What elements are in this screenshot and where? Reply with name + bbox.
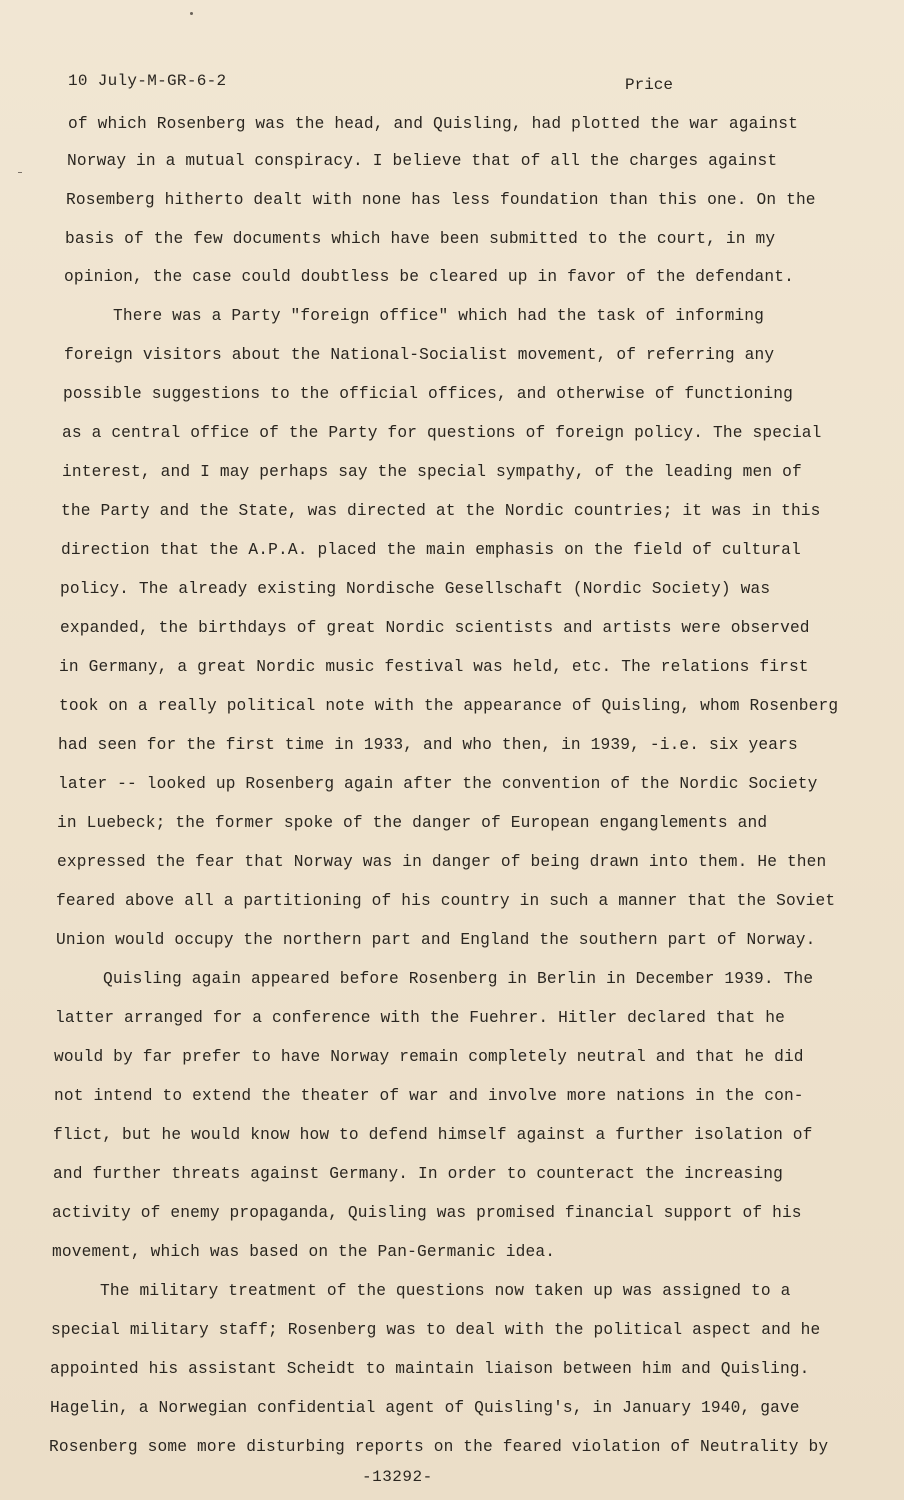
text-line: expanded, the birthdays of great Nordic scientists and artists were observed: [60, 619, 810, 637]
document-reference: 10 July-M-GR-6-2: [68, 72, 227, 90]
text-line: activity of enemy propaganda, Quisling was promised financial support of his: [52, 1204, 802, 1222]
text-line: latter arranged for a conference with the Fuehrer. Hitler declared that he: [55, 1009, 785, 1027]
text-line: Norway in a mutual conspiracy. I believe that of all the charges against: [67, 152, 778, 170]
text-line: policy. The already existing Nordische Gesellschaft (Nordic Society) was: [60, 580, 771, 598]
page-number: -13292-: [362, 1468, 433, 1486]
text-line: foreign visitors about the National-Socialist movement, of referring any: [64, 346, 775, 364]
text-line: later -- looked up Rosenberg again after the convention of the Nordic Society: [58, 775, 818, 793]
text-line: direction that the A.P.A. placed the main emphasis on the field of cultural: [61, 541, 801, 559]
text-line: movement, which was based on the Pan-Germanic idea.: [52, 1243, 556, 1261]
text-line: The military treatment of the questions now taken up was assigned to a: [100, 1282, 791, 1300]
text-line: the Party and the State, was directed at the Nordic countries; it was in this: [61, 502, 821, 520]
text-line: in Germany, a great Nordic music festival was held, etc. The relations first: [59, 658, 809, 676]
text-line: of which Rosenberg was the head, and Quisling, had plotted the war against: [68, 115, 798, 133]
text-line: flict, but he would know how to defend himself against a further isolation of: [53, 1126, 813, 1144]
speaker-name: Price: [625, 76, 674, 94]
text-line: in Luebeck; the former spoke of the danger of European enganglements and: [57, 814, 768, 832]
text-line: Rosenberg some more disturbing reports on the feared violation of Neutrality by: [49, 1438, 829, 1456]
text-line: There was a Party "foreign office" which had the task of informing: [113, 307, 765, 325]
text-line: had seen for the first time in 1933, and who then, in 1939, -i.e. six years: [58, 736, 798, 754]
text-line: interest, and I may perhaps say the special sympathy, of the leading men of: [62, 463, 802, 481]
text-line: appointed his assistant Scheidt to maintain liaison between him and Quisling.: [50, 1360, 810, 1378]
text-line: expressed the fear that Norway was in danger of being drawn into them. He then: [57, 853, 827, 871]
text-line: as a central office of the Party for questions of foreign policy. The special: [62, 424, 822, 442]
text-line: not intend to extend the theater of war and involve more nations in the con-: [54, 1087, 804, 1105]
text-line: Union would occupy the northern part and England the southern part of Norway.: [56, 931, 816, 949]
text-line: and further threats against Germany. In order to counteract the increasing: [53, 1165, 783, 1183]
text-line: special military staff; Rosenberg was to deal with the political aspect and he: [51, 1321, 821, 1339]
text-line: Rosemberg hitherto dealt with none has less foundation than this one. On the: [66, 191, 816, 209]
text-line: feared above all a partitioning of his country in such a manner that the Soviet: [56, 892, 836, 910]
text-line: possible suggestions to the official offices, and otherwise of functioning: [63, 385, 793, 403]
text-line: took on a really political note with the appearance of Quisling, whom Rosenberg: [59, 697, 839, 715]
text-line: Hagelin, a Norwegian confidential agent of Quisling's, in January 1940, gave: [50, 1399, 800, 1417]
text-line: Quisling again appeared before Rosenberg in Berlin in December 1939. The: [103, 970, 814, 988]
text-line: opinion, the case could doubtless be cleared up in favor of the defendant.: [64, 268, 794, 286]
text-line: basis of the few documents which have been submitted to the court, in my: [65, 230, 776, 248]
text-line: would by far prefer to have Norway remain completely neutral and that he did: [54, 1048, 804, 1066]
